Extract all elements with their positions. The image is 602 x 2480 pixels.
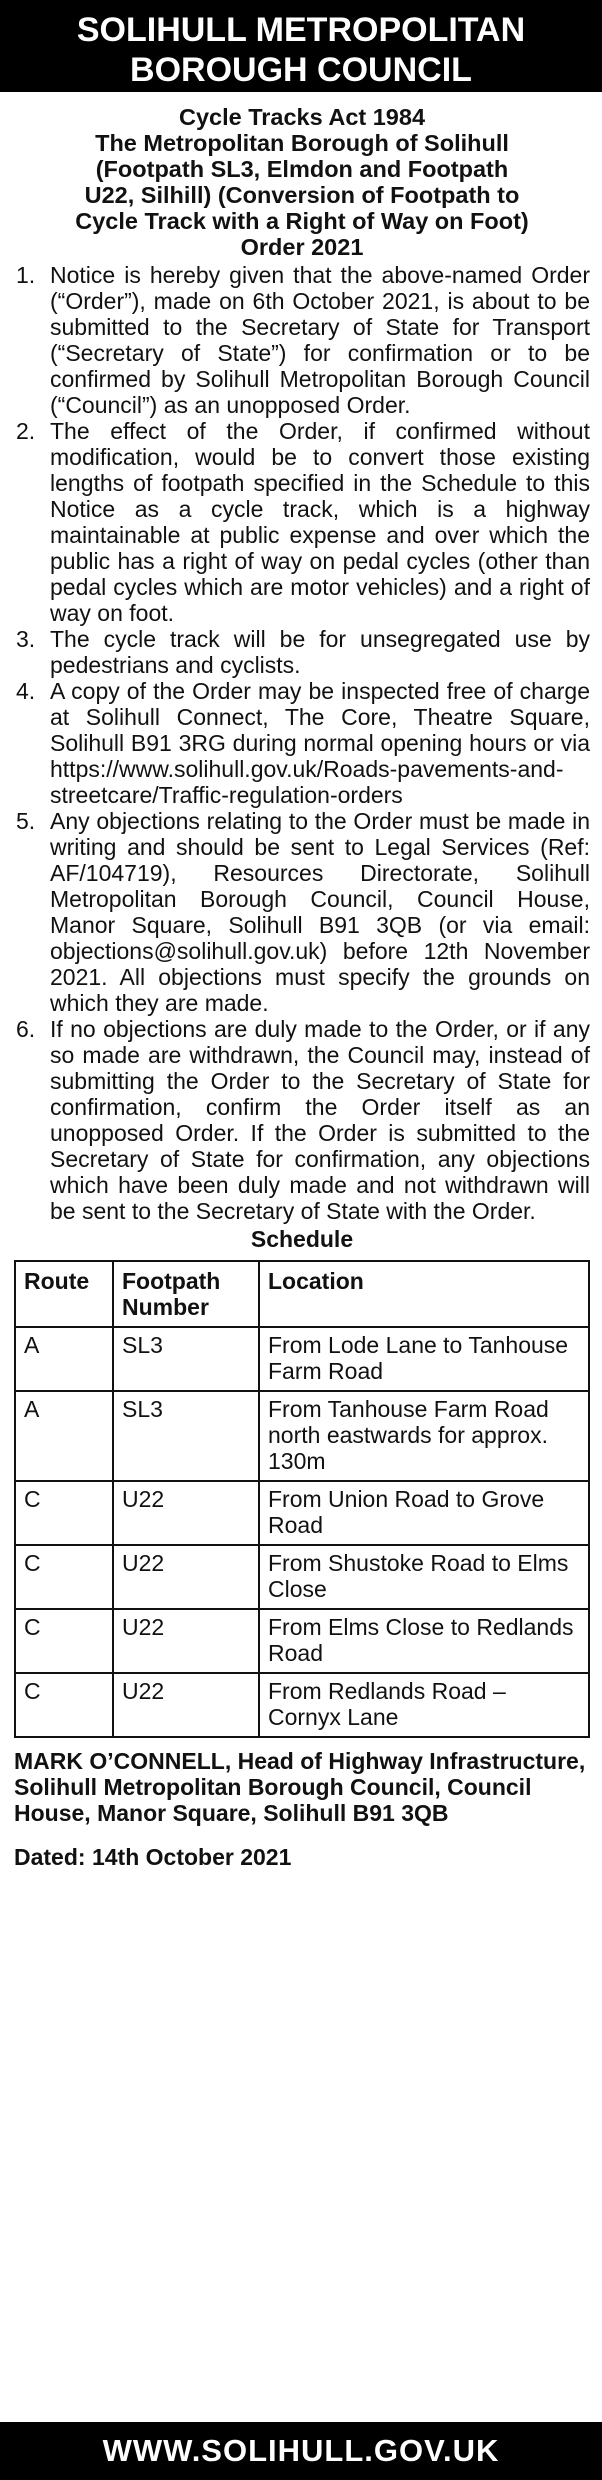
notice-number: 2. xyxy=(16,418,36,444)
notice-text: Any objections relating to the Order must be made in writing and should be sent to Legal Services (Ref: AF/104719), Resources Directorate, Solihull Metropolitan Borough Council, Council House, Manor Square, Solihull B91 3QB (or via email: objections@solihull.gov.uk) before 12th November 2021. All objections must specify the grounds on which they are made. xyxy=(50,808,590,1016)
location-cell: From Lode Lane to Tanhouse Farm Road xyxy=(259,1327,589,1391)
notice-number: 5. xyxy=(16,808,36,834)
notice-item xyxy=(14,418,590,626)
notice-number: 6. xyxy=(16,1016,36,1042)
route-cell: A xyxy=(15,1391,113,1481)
order-title xyxy=(14,104,590,260)
notice-text: If no objections are duly made to the Order, or if any so made are withdrawn, the Council may, instead of submitting the Order to the Secretary of State for confirmation, confirm the Order itself as an unopposed Order. If the Order is submitted to the Secretary of State for confirmation, any objections which have been duly made and not withdrawn will be sent to the Secretary of State with the Order. xyxy=(50,1016,590,1224)
website-footer-banner: WWW.SOLIHULL.GOV.UK xyxy=(0,2422,602,2480)
order-title-line: Cycle Tracks Act 1984 xyxy=(178,104,426,130)
location-cell: From Union Road to Grove Road xyxy=(259,1481,589,1545)
route-cell: A xyxy=(15,1327,113,1391)
notice-number: 4. xyxy=(16,678,36,704)
council-name-line-1: SOLIHULL METROPOLITAN xyxy=(76,11,526,49)
footpath-cell: U22 xyxy=(113,1481,259,1545)
column-header-location: Location xyxy=(259,1261,589,1327)
route-cell: C xyxy=(15,1481,113,1545)
location-cell: From Shustoke Road to Elms Close xyxy=(259,1545,589,1609)
route-cell: C xyxy=(15,1545,113,1609)
table-row xyxy=(15,1481,589,1545)
notice-paragraphs xyxy=(14,262,590,1224)
order-title-line: The Metropolitan Borough of Solihull xyxy=(95,130,509,156)
table-row xyxy=(15,1327,589,1391)
notice-item xyxy=(14,626,590,678)
order-title-line: Order 2021 xyxy=(240,234,364,260)
footpath-cell: SL3 xyxy=(113,1391,259,1481)
table-row xyxy=(15,1673,589,1737)
schedule-table xyxy=(14,1260,590,1738)
council-header-banner xyxy=(0,0,602,92)
footpath-cell: SL3 xyxy=(113,1327,259,1391)
council-name-line-2: BOROUGH COUNCIL xyxy=(130,51,472,89)
notice-text: The effect of the Order, if confirmed without modification, would be to convert those existing lengths of footpath specified in the Schedule to this Notice as a cycle track, which is a highway maintainable at public expense and over which the public has a right of way on pedal cycles (other than pedal cycles which are motor vehicles) and a right of way on foot. xyxy=(50,418,590,626)
footpath-cell: U22 xyxy=(113,1545,259,1609)
footpath-cell: U22 xyxy=(113,1673,259,1737)
column-header-route: Route xyxy=(15,1261,113,1327)
signatory-block: MARK O’CONNELL, Head of Highway Infrastructure, Solihull Metropolitan Borough Council, Council House, Manor Square, Solihull B91 3QB xyxy=(14,1748,586,1826)
location-cell: From Elms Close to Redlands Road xyxy=(259,1609,589,1673)
date-line: Dated: 14th October 2021 xyxy=(14,1844,292,1870)
route-cell: C xyxy=(15,1673,113,1737)
order-title-line: U22, Silhill) (Conversion of Footpath to xyxy=(84,182,520,208)
notice-number: 1. xyxy=(16,262,36,288)
route-cell: C xyxy=(15,1609,113,1673)
order-title-line: (Footpath SL3, Elmdon and Footpath xyxy=(95,156,509,182)
notice-body xyxy=(0,92,602,1870)
notice-item xyxy=(14,262,590,418)
notice-text: The cycle track will be for unsegregated use by pedestrians and cyclists. xyxy=(50,626,590,678)
footpath-cell: U22 xyxy=(113,1609,259,1673)
table-row xyxy=(15,1609,589,1673)
location-cell: From Tanhouse Farm Road north eastwards for approx. 130m xyxy=(259,1391,589,1481)
notice-item xyxy=(14,678,590,808)
notice-text: Notice is hereby given that the above-named Order (“Order”), made on 6th October 2021, is about to be submitted to the Secretary of State for Transport (“Secretary of State”) for confirmation or to be confirmed by Solihull Metropolitan Borough Council (“Council”) as an unopposed Order. xyxy=(50,262,590,418)
notice-item xyxy=(14,1016,590,1224)
notice-text: A copy of the Order may be inspected free of charge at Solihull Connect, The Core, Theatre Square, Solihull B91 3RG during normal opening hours or via https://www.solihull.gov.uk/Roads-pavements-and-streetcare/Traffic-regulation-orders xyxy=(50,678,590,808)
location-cell: From Redlands Road – Cornyx Lane xyxy=(259,1673,589,1737)
notice-number: 3. xyxy=(16,626,36,652)
table-row xyxy=(15,1391,589,1481)
schedule-header-row xyxy=(15,1261,589,1327)
notice-item xyxy=(14,808,590,1016)
order-title-line: Cycle Track with a Right of Way on Foot) xyxy=(75,208,529,234)
column-header-footpath-number: Footpath Number xyxy=(113,1261,259,1327)
table-row xyxy=(15,1545,589,1609)
schedule-heading: Schedule xyxy=(250,1226,354,1252)
